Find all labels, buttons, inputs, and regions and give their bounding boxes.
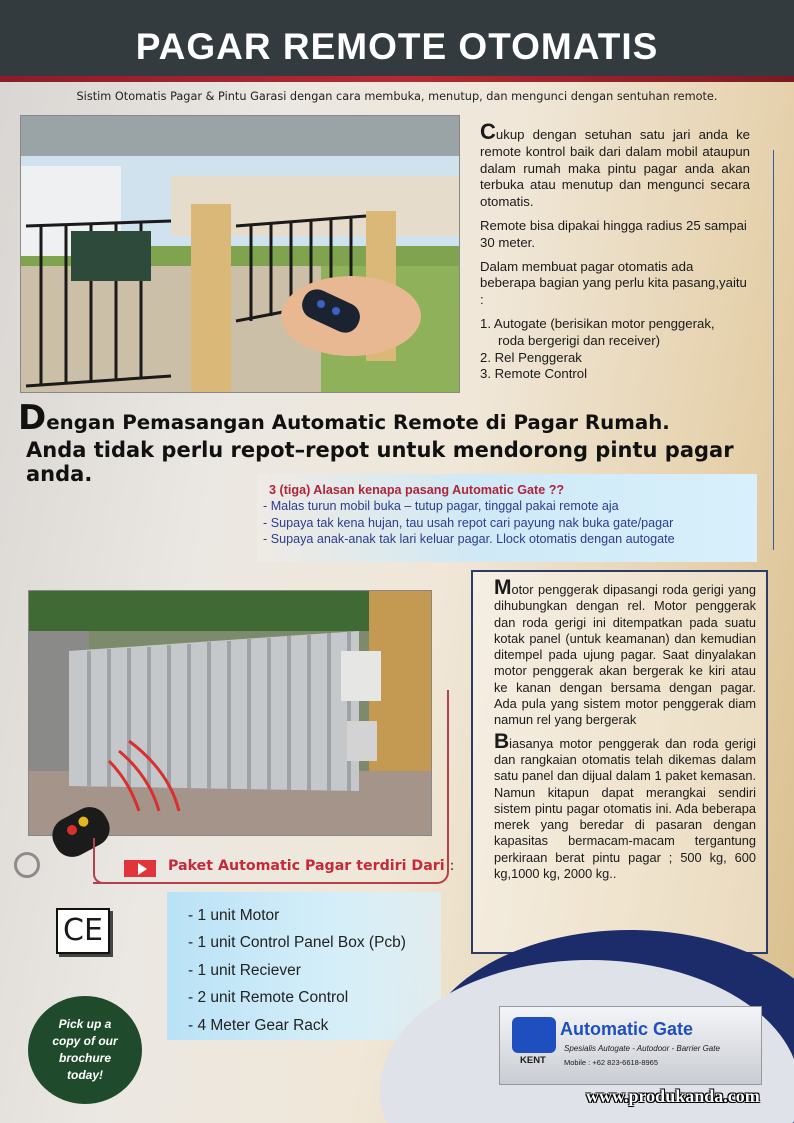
paket-frame-corner [93, 838, 103, 884]
parts-item-text: 3. Remote Control [480, 366, 588, 382]
intro-paragraph-2: Remote bisa dipakai hingga radius 25 sampai 30 meter. [480, 217, 747, 250]
motor-paragraph-2 [494, 729, 756, 883]
dropcap: M [494, 576, 512, 599]
motor-p1-text: otor penggerak dipasangi roda gerigi yang dihubungkan dengan rel. Motor penggerak dan roda gerigi ini ditempatkan pada suatu kotak panel (untuk keamanan) dan kemudian ditempel pada ujung pagar. Saat dinyalakan motor penggerak akan bergerak ke kiri atau ke kanan dengan bersama dengan pagar. Ada pula yang sistem motor penggerak diam namun rel yang bergerak [494, 582, 756, 728]
motor-description-box [471, 570, 768, 954]
pickup-line: Pick up a [58, 1017, 112, 1031]
company-logo [499, 1006, 762, 1085]
reason-item: - Malas turun mobil buka – tutup pagar, tinggal pakai remote aja [263, 499, 619, 514]
paket-label [168, 858, 454, 874]
paket-item: - 1 unit Motor [188, 907, 280, 924]
headline-line-2: Anda tidak perlu repot–repot untuk mendorong pintu pagar anda. [26, 438, 734, 486]
pickup-line: copy of our [52, 1034, 118, 1048]
paket-frame [93, 690, 449, 884]
reason-item: - Supaya anak-anak tak lari keluar pagar. Llock otomatis dengan autogate [263, 531, 675, 546]
arrow-right-icon [124, 860, 156, 877]
parts-item-text: 1. Autogate (berisikan motor penggerak, [480, 315, 715, 331]
vertical-divider [773, 150, 774, 550]
logo-kent: KENT [520, 1055, 546, 1066]
website-url[interactable]: www.produkanda.com [586, 1086, 760, 1106]
motor-p2-text: iasanya motor penggerak dan roda gerigi dan rangkaian otomatis telah dikemas dalam satu panel dan dijual dalam 1 paket kemasan. Namun kitapun dapat merangkai sendiri sistem pintu pagar otomatis ini. Ada beberapa merek yang beredar di pasaran dengan kapasitas bermacam-macam tergantung perkiraan berat pintu pagar ; 500 kg, 600 kg,1000 kg, 2000 kg.. [494, 735, 756, 882]
ce-mark-icon: CE [56, 908, 110, 954]
parts-list-item [480, 366, 750, 383]
dropcap: C [480, 119, 496, 144]
pickup-line: brochure [58, 1051, 111, 1065]
pickup-line: today! [67, 1068, 103, 1082]
paket-item: - 1 unit Reciever [188, 961, 301, 979]
headline-dropcap: D [18, 398, 47, 438]
parts-item-continuation: roda bergerigi dan receiver) [498, 332, 660, 348]
parts-list-item [480, 350, 750, 367]
reason-item: - Supaya tak kena hujan, tau usah repot cari payung nak buka gate/pagar [263, 515, 674, 530]
intro-paragraph-3: Dalam membuat pagar otomatis ada beberapa bagian yang perlu kita pasang,yaitu : [480, 258, 747, 308]
reasons-box [257, 474, 757, 562]
paket-item: - 1 unit Control Panel Box (Pcb) [188, 934, 406, 952]
logo-mark-icon [512, 1017, 556, 1053]
yellow-button-icon [77, 815, 91, 829]
reasons-title: 3 (tiga) Alasan kenapa pasang Automatic Gate ?? [269, 483, 565, 497]
logo-tagline: Spesialis Autogate - Autodoor - Barrier Gate [564, 1044, 720, 1053]
paket-item: - 2 unit Remote Control [188, 989, 349, 1007]
paket-label-colon: : [449, 858, 455, 874]
intro-p1-text: ukup dengan setuhan satu jari anda ke remote kontrol baik dari dalam mobil ataupun dalam rumah maka pintu pagar anda akan terbuka atau menutup dan mengunci secara otomatis. [480, 127, 750, 210]
paket-label-text: Paket Automatic Pagar terdiri Dari [168, 858, 445, 874]
gate-remote-illustration [21, 116, 460, 393]
motor-paragraph-1 [494, 576, 756, 729]
keyring-icon [14, 852, 40, 878]
intro-paragraph-1 [480, 119, 750, 211]
logo-brand: Automatic Gate [560, 1019, 694, 1039]
parts-item-text: 2. Rel Penggerak [480, 349, 582, 365]
parts-list [480, 316, 750, 383]
page-subtitle: Sistim Otomatis Pagar & Pintu Garasi dengan cara membuka, menutup, dan mengunci dengan sentuhan remote. [76, 90, 718, 103]
pickup-badge [28, 996, 142, 1104]
dropcap: B [494, 729, 510, 753]
headline-line-1: engan Pemasangan Automatic Remote di Pagar Rumah. [46, 411, 670, 434]
gate-photo-1 [20, 115, 460, 393]
paket-list [167, 892, 441, 1040]
page-title: PAGAR REMOTE OTOMATIS [135, 26, 659, 67]
red-button-icon [65, 823, 79, 837]
paket-item: - 4 Meter Gear Rack [188, 1016, 329, 1034]
header-stripe [0, 76, 794, 82]
intro-text [480, 119, 750, 383]
logo-mobile: Mobile : +62 823-6618-8965 [564, 1058, 659, 1067]
parts-list-item [480, 316, 750, 350]
